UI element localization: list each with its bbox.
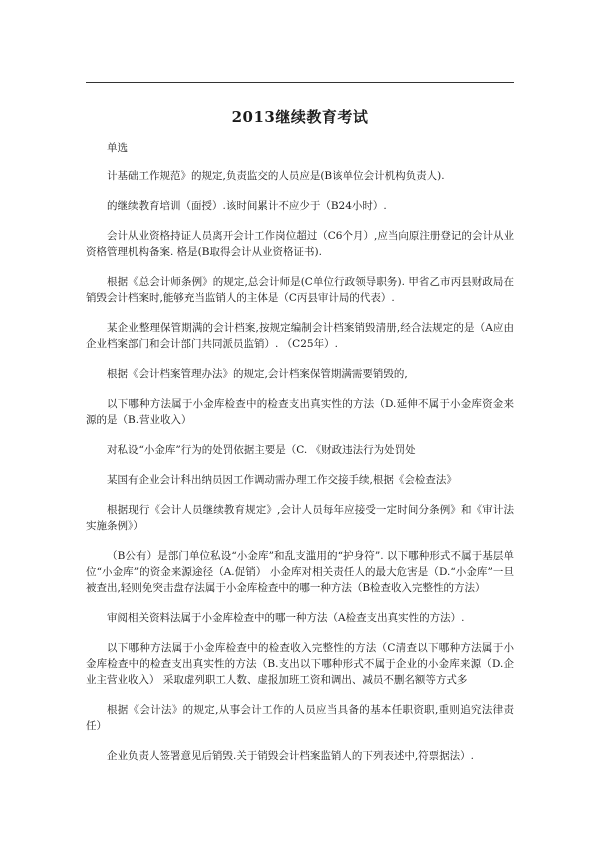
question-paragraph-9: 某国有企业会计科出纳员因工作调动需办理工作交接手续,根据《会检查法》 — [107, 474, 457, 486]
header-rule — [86, 82, 514, 83]
question-paragraph-8: 对私设“小金库”行为的处罚依据主要是（C. 《财政违法行为处罚处 — [107, 444, 416, 456]
question-paragraph-13: 以下哪种方法属于小金库检查中的检查收入完整性的方法（C清查以下哪种方法属于小金库检查中的检查支出真实性的方法（B.支出以下哪种形式不属于企业的小金库来源（D.企业主营业收入） 采取虚列职工人数、虚报加班工资和调出、减员不删名额等方式多 — [86, 642, 514, 686]
question-paragraph-6: 根据《会计档案管理办法》的规定,会计档案保管期满需要销毁的, — [107, 368, 408, 380]
document-body — [86, 140, 514, 778]
question-paragraph-15: 企业负责人签署意见后销毁.关于销毁会计档案监销人的下列表述中,符票据法）. — [107, 750, 475, 762]
question-paragraph-2: 的继续教育培训（面授）.该时间累计不应少于（B24小时）. — [107, 200, 387, 212]
question-paragraph-7: 以下哪种方法属于小金库检查中的检查支出真实性的方法（D.延伸不属于小金库资金来源的是（B.营业收入） — [86, 398, 514, 426]
question-paragraph-11: （B公有）是部门单位私设“小金库”和乱支滥用的“护身符”. 以下哪种形式不属于基层单位“小金库”的资金来源途径（A.促销） 小金库对相关责任人的最大危害是（D.“小金库”一旦被查出,轻则免突击盘存法属于小金库检查中的哪一种方法（B检查收入完整性的方法） — [86, 550, 514, 594]
question-paragraph-1: 计基础工作规范》的规定,负责监交的人员应是(B该单位会计机构负责人). — [107, 170, 445, 182]
question-paragraph-12: 审阅相关资料法属于小金库检查中的哪一种方法（A检查支出真实性的方法）. — [107, 612, 465, 624]
question-paragraph-3: 会计从业资格持证人员离开会计工作岗位超过（C6个月）,应当向原注册登记的会计从业资格管理机构备案. 格是(B取得会计从业资格证书). — [86, 230, 514, 258]
question-paragraph-14: 根据《会计法》的规定,从事会计工作的人员应当具备的基本任职资职,重则追究法律责任） — [86, 704, 514, 732]
question-paragraph-5: 某企业整理保管期满的会计档案,按规定编制会计档案销毁清册,经合法规定的是（A应由企业档案部门和会计部门共同派员监销）. （C25年）. — [86, 322, 514, 350]
question-paragraph-10: 根据现行《会计人员继续教育规定》,会计人员每年应接受一定时间分条例》和《审计法实施条例》） — [86, 504, 514, 532]
document-title: 2013继续教育考试 — [231, 108, 369, 126]
section-heading: 单选 — [107, 142, 128, 154]
question-paragraph-4: 根据《总会计师条例》的规定,总会计师是(C单位行政领导职务). 甲省乙市丙县财政局在销毁会计档案时,能够充当监销人的主体是（C丙县审计局的代表）. — [86, 276, 514, 304]
